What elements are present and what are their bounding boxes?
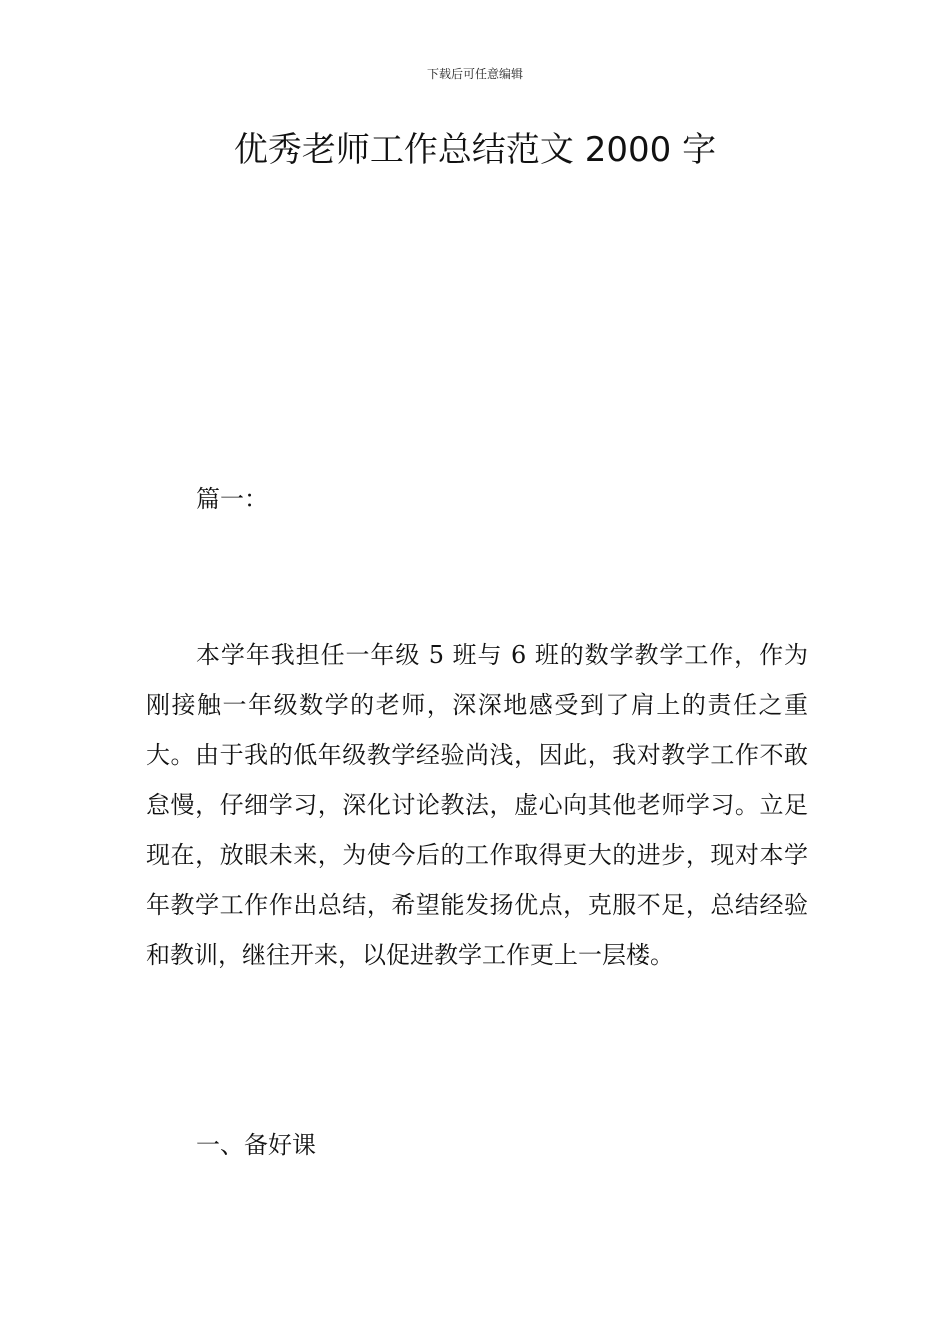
document-title: 优秀老师工作总结范文 2000 字 <box>233 130 717 170</box>
section-heading: 篇一： <box>196 485 268 513</box>
download-note: 下载后可任意编辑 <box>426 67 523 81</box>
intro-paragraph: 本学年我担任一年级 5 班与 6 班的数学教学工作，作为刚接触一年级数学的老师，深深地感受到了肩上的责任之重大。由于我的低年级教学经验尚浅，因此，我对教学工作不敢怠慢，仔细学习，深化讨论教法，虚心向其他老师学习。立足现在，放眼未来，为使今后的工作取得更大的进步，现对本学年教学工作作出总结，希望能发扬优点，克服不足，总结经验和教训，继往开来，以促进教学工作更上一层楼。 <box>146 641 808 969</box>
subsection-heading: 一、备好课 <box>196 1131 316 1159</box>
